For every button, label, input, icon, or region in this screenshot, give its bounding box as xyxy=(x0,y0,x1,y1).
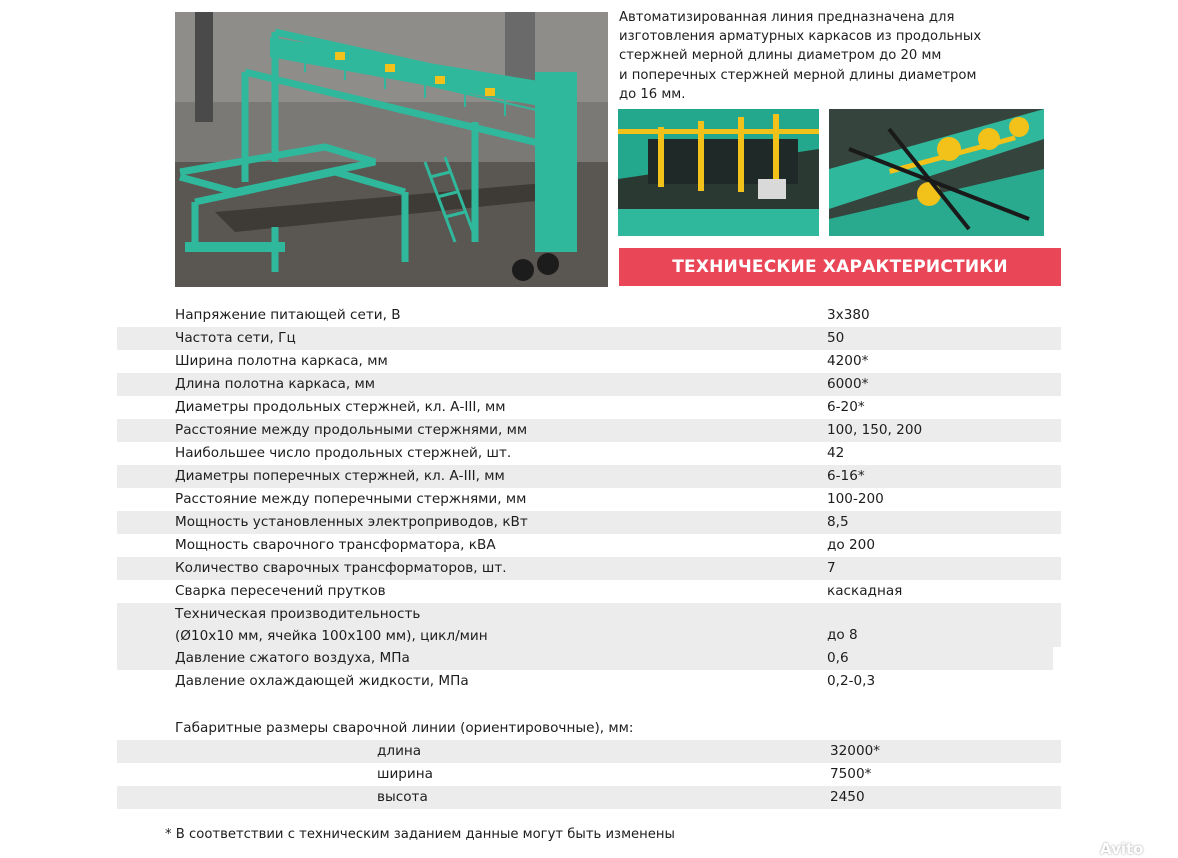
dimension-value: 7500* xyxy=(830,766,872,782)
detail-photo-welding-heads xyxy=(829,109,1044,236)
dimension-value: 32000* xyxy=(830,743,881,759)
spec-label: Давление сжатого воздуха, МПа xyxy=(175,650,410,666)
spec-row xyxy=(117,511,1061,534)
intro-line: до 16 мм. xyxy=(619,86,686,102)
specs-table xyxy=(117,304,1061,693)
welding-heads-illustration xyxy=(829,109,1044,236)
spec-label: Количество сварочных трансформаторов, шт. xyxy=(175,560,507,576)
spec-value: 6-20* xyxy=(827,399,865,415)
spec-label: Диаметры поперечных стержней, кл. А-III, мм xyxy=(175,468,505,484)
spec-label: Давление охлаждающей жидкости, МПа xyxy=(175,673,469,689)
spec-label: Мощность установленных электроприводов, кВт xyxy=(175,514,528,530)
spec-label-line: (Ø10х10 мм, ячейка 100х100 мм), цикл/мин xyxy=(175,628,488,644)
spec-label xyxy=(175,603,488,647)
specs-banner xyxy=(619,248,1061,286)
control-panel-illustration xyxy=(618,109,819,236)
detail-photo-control-panel xyxy=(618,109,819,236)
intro-line: и поперечных стержней мерной длины диаметром xyxy=(619,67,977,83)
spec-label: Ширина полотна каркаса, мм xyxy=(175,353,388,369)
spec-value: 42 xyxy=(827,445,845,461)
dimensions-title: Габаритные размеры сварочной линии (ориентировочные), мм: xyxy=(175,720,634,736)
spec-row xyxy=(117,350,1061,373)
dimension-label: ширина xyxy=(377,766,433,782)
spec-value: 50 xyxy=(827,330,845,346)
spec-row xyxy=(117,603,1061,647)
spec-label: Наибольшее число продольных стержней, шт. xyxy=(175,445,512,461)
spec-value: 6-16* xyxy=(827,468,865,484)
dimension-label: высота xyxy=(377,789,428,805)
spec-row xyxy=(117,534,1061,557)
dimension-label: длина xyxy=(377,743,422,759)
spec-label: Напряжение питающей сети, В xyxy=(175,307,401,323)
spec-label: Диаметры продольных стержней, кл. А-III, мм xyxy=(175,399,506,415)
spec-label: Расстояние между поперечными стержнями, мм xyxy=(175,491,527,507)
spec-label: Длина полотна каркаса, мм xyxy=(175,376,376,392)
dimension-row xyxy=(117,740,1061,763)
spec-row xyxy=(117,419,1061,442)
spec-row xyxy=(117,557,1061,580)
spec-value: 3х380 xyxy=(827,307,870,323)
specs-banner-title: ТЕХНИЧЕСКИЕ ХАРАКТЕРИСТИКИ xyxy=(672,257,1008,277)
spec-row xyxy=(117,670,1061,693)
welding-line-illustration xyxy=(175,12,608,287)
spec-row xyxy=(117,442,1061,465)
spec-value: до 8 xyxy=(827,627,858,643)
dimension-row xyxy=(117,763,1061,786)
spec-row xyxy=(117,465,1061,488)
spec-value: каскадная xyxy=(827,583,903,599)
spec-value: до 200 xyxy=(827,537,875,553)
spec-value: 6000* xyxy=(827,376,869,392)
spec-label-line: Техническая производительность xyxy=(175,606,421,622)
spec-row xyxy=(117,580,1061,603)
intro-line: Автоматизированная линия предназначена для xyxy=(619,10,955,25)
footnote: * В соответствии с техническим заданием данные могут быть изменены xyxy=(165,827,675,842)
spec-row xyxy=(117,373,1061,396)
dimensions-section xyxy=(117,717,1061,809)
spec-value: 0,2-0,3 xyxy=(827,673,876,689)
dimension-value: 2450 xyxy=(830,789,865,805)
spec-row xyxy=(117,647,1061,670)
intro-line: изготовления арматурных каркасов из продольных xyxy=(619,29,982,45)
spec-label: Расстояние между продольными стержнями, мм xyxy=(175,422,528,438)
spec-value: 8,5 xyxy=(827,514,849,530)
spec-label: Сварка пересечений прутков xyxy=(175,583,386,599)
spec-row xyxy=(117,304,1061,327)
avito-watermark: Avito xyxy=(1100,840,1144,858)
spec-row xyxy=(117,396,1061,419)
spec-value: 100-200 xyxy=(827,491,884,507)
spec-label: Частота сети, Гц xyxy=(175,330,296,346)
spec-value: 100, 150, 200 xyxy=(827,422,923,438)
intro-description xyxy=(619,8,1059,104)
dimensions-heading-row xyxy=(117,717,1061,740)
spec-row xyxy=(117,327,1061,350)
intro-line: стержней мерной длины диаметром до 20 мм xyxy=(619,48,942,64)
main-product-photo xyxy=(175,12,608,287)
spec-value: 0,6 xyxy=(827,650,849,666)
spec-row xyxy=(117,488,1061,511)
spec-value: 4200* xyxy=(827,353,869,369)
dimension-row xyxy=(117,786,1061,809)
spec-value: 7 xyxy=(827,560,836,576)
spec-label: Мощность сварочного трансформатора, кВА xyxy=(175,537,496,553)
